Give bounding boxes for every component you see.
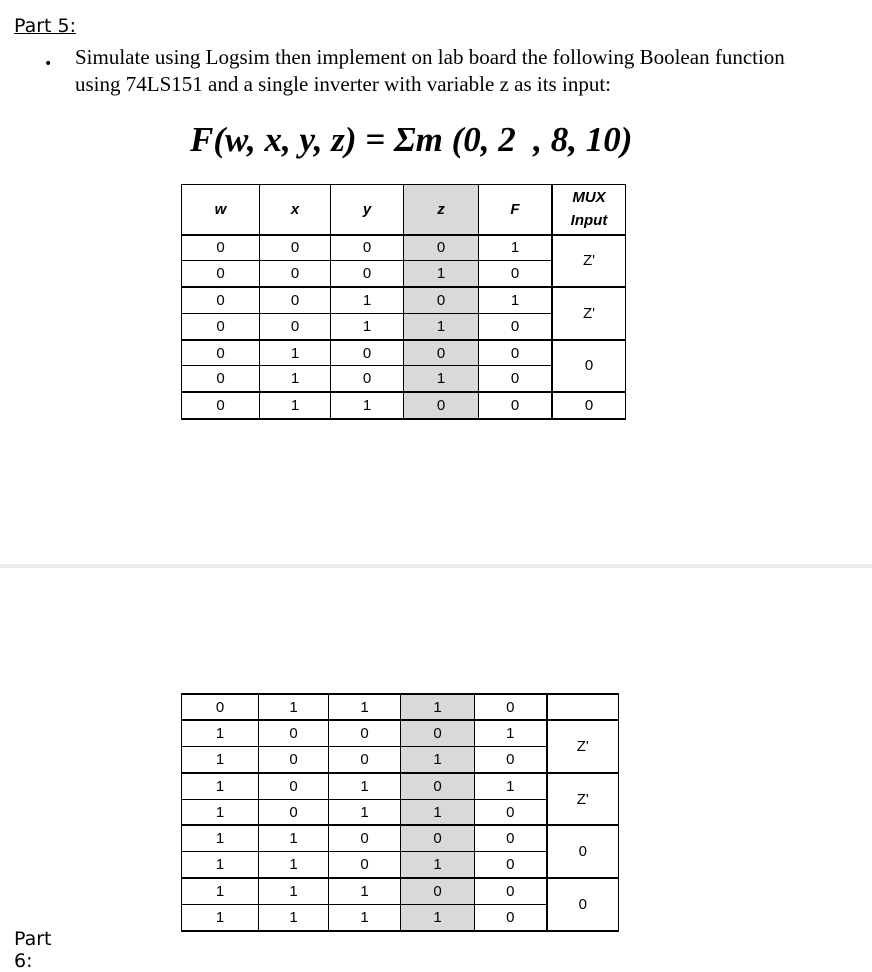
cell-w: 0	[182, 366, 260, 392]
cell-f: 1	[475, 720, 547, 746]
cell-z: 0	[401, 773, 475, 799]
cell-x: 0	[260, 313, 331, 339]
cell-w: 1	[182, 878, 259, 904]
cell-z: 1	[401, 694, 475, 720]
cell-z: 0	[404, 340, 479, 366]
cell-x: 0	[260, 235, 331, 261]
cell-x: 1	[259, 825, 329, 851]
cell-w: 1	[182, 799, 259, 825]
truth-table-2	[181, 693, 619, 932]
cell-f: 1	[479, 287, 553, 313]
cell-y: 1	[329, 799, 401, 825]
cell-w: 1	[182, 747, 259, 773]
cell-y: 0	[331, 235, 404, 261]
cell-f: 1	[475, 773, 547, 799]
cell-x: 0	[260, 261, 331, 287]
cell-f: 0	[479, 261, 553, 287]
cell-w: 0	[182, 340, 260, 366]
cell-w: 1	[182, 720, 259, 746]
header-y: y	[331, 185, 404, 235]
cell-z: 0	[401, 720, 475, 746]
cell-mux-input: Z'	[552, 235, 626, 288]
cell-y: 1	[331, 392, 404, 418]
cell-x: 1	[260, 340, 331, 366]
cell-w: 1	[182, 852, 259, 878]
cell-mux-input: Z'	[547, 773, 619, 826]
header-z: z	[404, 185, 479, 235]
cell-w: 0	[182, 392, 260, 418]
cell-f: 0	[479, 366, 553, 392]
table-row	[182, 878, 619, 904]
cell-y: 1	[329, 773, 401, 799]
cell-z: 0	[401, 825, 475, 851]
cell-f: 0	[479, 340, 553, 366]
cell-z: 1	[401, 852, 475, 878]
cell-z: 0	[404, 392, 479, 418]
cell-f: 0	[475, 694, 547, 720]
header-f: F	[479, 185, 553, 235]
cell-y: 1	[331, 313, 404, 339]
cell-z: 1	[401, 904, 475, 930]
cell-z: 1	[404, 261, 479, 287]
header-x: x	[260, 185, 331, 235]
cell-f: 0	[475, 799, 547, 825]
table-row	[182, 825, 619, 851]
cell-mux-input	[547, 694, 619, 720]
cell-x: 1	[259, 904, 329, 930]
cell-mux-input: 0	[552, 392, 626, 418]
cell-x: 1	[259, 878, 329, 904]
cell-z: 1	[404, 313, 479, 339]
cell-y: 0	[329, 825, 401, 851]
table-row	[182, 340, 626, 366]
cell-y: 0	[331, 340, 404, 366]
cell-w: 0	[182, 313, 260, 339]
cell-w: 1	[182, 825, 259, 851]
cell-z: 0	[401, 878, 475, 904]
cell-f: 0	[475, 904, 547, 930]
cell-mux-input: 0	[547, 825, 619, 878]
cell-y: 0	[331, 366, 404, 392]
cell-x: 0	[260, 287, 331, 313]
cell-f: 0	[479, 392, 553, 418]
cell-f: 0	[475, 825, 547, 851]
cell-y: 0	[329, 852, 401, 878]
cell-w: 0	[182, 235, 260, 261]
bullet-icon: •	[44, 56, 53, 72]
cell-y: 0	[331, 261, 404, 287]
cell-w: 0	[182, 694, 259, 720]
cell-mux-input: Z'	[547, 720, 619, 773]
cell-y: 1	[329, 694, 401, 720]
cell-w: 0	[182, 287, 260, 313]
cell-f: 0	[479, 313, 553, 339]
header-mux-input: MUX Input	[552, 185, 626, 235]
cell-mux-input: 0	[552, 340, 626, 393]
cell-z: 1	[404, 366, 479, 392]
table-row	[182, 773, 619, 799]
cell-x: 1	[259, 852, 329, 878]
cell-f: 0	[475, 852, 547, 878]
cell-x: 1	[259, 694, 329, 720]
truth-table-1	[181, 184, 626, 420]
cell-mux-input: Z'	[552, 287, 626, 340]
table-row	[182, 720, 619, 746]
cell-z: 0	[404, 235, 479, 261]
table-row	[182, 694, 619, 720]
page-divider	[0, 564, 872, 568]
cell-f: 0	[475, 747, 547, 773]
cell-y: 0	[329, 720, 401, 746]
cell-mux-input: 0	[547, 878, 619, 931]
cell-z: 0	[404, 287, 479, 313]
cell-y: 1	[329, 904, 401, 930]
cell-x: 0	[259, 747, 329, 773]
table-row	[182, 235, 626, 261]
cell-x: 0	[259, 720, 329, 746]
cell-y: 0	[329, 747, 401, 773]
instruction-text: Simulate using Logsim then implement on lab board the following Boolean function using 74LS151 and a single inverter with variable z as its input:	[75, 45, 785, 96]
cell-x: 1	[260, 366, 331, 392]
cell-f: 0	[475, 878, 547, 904]
cell-w: 1	[182, 904, 259, 930]
cell-x: 1	[260, 392, 331, 418]
cell-w: 1	[182, 773, 259, 799]
cell-z: 1	[401, 799, 475, 825]
cell-x: 0	[259, 799, 329, 825]
boolean-formula: F(w, x, y, z) = Σm (0, 2 , 8, 10)	[190, 120, 633, 159]
cell-x: 0	[259, 773, 329, 799]
table-row	[182, 287, 626, 313]
cell-w: 0	[182, 261, 260, 287]
header-w: w	[182, 185, 260, 235]
cell-z: 1	[401, 747, 475, 773]
next-part-fragment: Part 6:	[14, 928, 52, 972]
cell-f: 1	[479, 235, 553, 261]
cell-y: 1	[329, 878, 401, 904]
part-title: Part 5:	[14, 15, 77, 37]
table-row	[182, 392, 626, 418]
cell-y: 1	[331, 287, 404, 313]
